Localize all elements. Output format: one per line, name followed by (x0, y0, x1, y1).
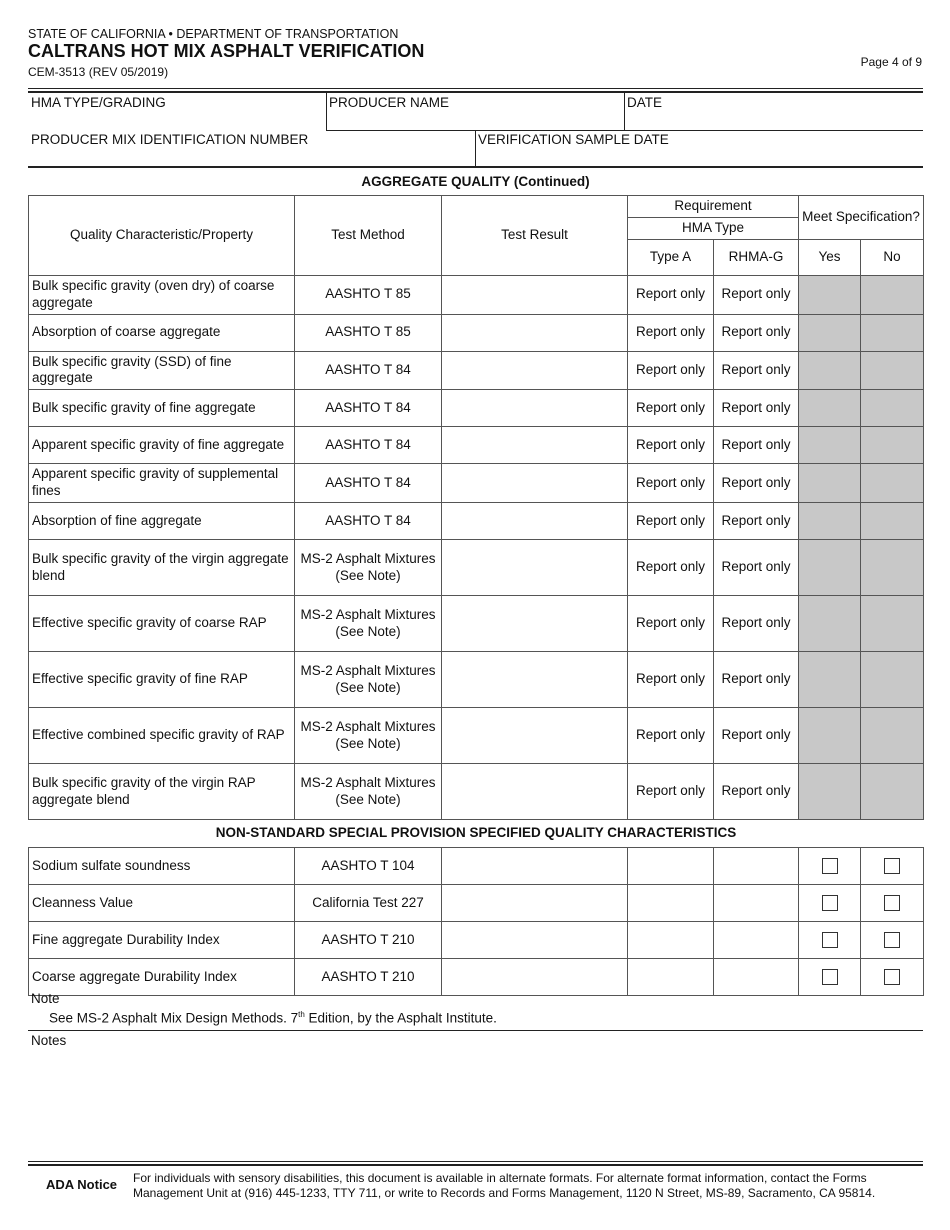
no-cell (861, 959, 924, 996)
method-cell: MS-2 Asphalt Mixtures (See Note) (295, 764, 442, 820)
field-divider (624, 93, 625, 130)
yes-checkbox[interactable] (822, 932, 838, 948)
property-cell: Fine aggregate Durability Index (29, 922, 295, 959)
rhma-g-cell: Report only (714, 314, 799, 351)
yes-cell (799, 464, 861, 503)
yes-cell (799, 922, 861, 959)
table-row (29, 427, 924, 464)
field-rule-bottom (28, 166, 923, 168)
method-cell: MS-2 Asphalt Mixtures (See Note) (295, 652, 442, 708)
note-text-start: See MS-2 Asphalt Mix Design Methods. 7 (49, 1010, 299, 1026)
note-superscript: th (298, 1010, 305, 1019)
rhma-g-input[interactable] (714, 848, 799, 885)
date-field[interactable]: DATE (627, 95, 663, 110)
yes-cell (799, 503, 861, 540)
type-a-cell: Report only (628, 503, 714, 540)
table-row (29, 848, 924, 885)
rhma-g-cell: Report only (714, 596, 799, 652)
header-rule-top (28, 88, 923, 89)
result-cell[interactable] (442, 540, 628, 596)
rhma-g-cell: Report only (714, 390, 799, 427)
rhma-g-cell: Report only (714, 540, 799, 596)
table-row (29, 764, 924, 820)
yes-cell (799, 708, 861, 764)
form-title: CALTRANS HOT MIX ASPHALT VERIFICATION (28, 41, 425, 61)
property-cell: Effective specific gravity of fine RAP (29, 652, 295, 708)
form-number: CEM-3513 (REV 05/2019) (28, 65, 169, 79)
col-header-hma-type: HMA Type (628, 217, 799, 239)
type-a-cell: Report only (628, 764, 714, 820)
field-rule (326, 130, 923, 131)
header-rule-bottom (28, 91, 923, 93)
type-a-cell: Report only (628, 708, 714, 764)
property-cell: Apparent specific gravity of supplemental fines (29, 464, 295, 503)
ada-notice-text: For individuals with sensory disabilities, this document is available in alternate formats. For alternate format information, contact the Forms Management Unit at (916) 445-1233, TTY 711, or write to Records and Forms Management, 1120 N Street, MS-89, Sacramento, CA 95814. (133, 1171, 876, 1200)
method-cell: MS-2 Asphalt Mixtures (See Note) (295, 540, 442, 596)
yes-cell (799, 596, 861, 652)
section-title-aggregate: AGGREGATE QUALITY (Continued) (361, 174, 590, 189)
no-cell (861, 314, 924, 351)
yes-cell (799, 764, 861, 820)
method-cell: AASHTO T 84 (295, 390, 442, 427)
yes-cell (799, 848, 861, 885)
rhma-g-input[interactable] (714, 922, 799, 959)
result-cell[interactable] (442, 275, 628, 314)
result-cell[interactable] (442, 885, 628, 922)
section-title-nonstandard: NON-STANDARD SPECIAL PROVISION SPECIFIED QUALITY CHARACTERISTICS (29, 820, 924, 848)
table-row (29, 351, 924, 390)
no-cell (861, 275, 924, 314)
property-cell: Bulk specific gravity (oven dry) of coarse aggregate (29, 275, 295, 314)
no-cell (861, 390, 924, 427)
col-header-requirement: Requirement (628, 196, 799, 218)
method-cell: AASHTO T 210 (295, 959, 442, 996)
type-a-cell: Report only (628, 596, 714, 652)
no-cell (861, 464, 924, 503)
result-cell[interactable] (442, 503, 628, 540)
yes-cell (799, 885, 861, 922)
yes-cell (799, 959, 861, 996)
property-cell: Effective combined specific gravity of RAP (29, 708, 295, 764)
table-row (29, 885, 924, 922)
method-cell: AASHTO T 84 (295, 464, 442, 503)
no-checkbox[interactable] (884, 932, 900, 948)
mix-id-field[interactable]: PRODUCER MIX IDENTIFICATION NUMBER (31, 132, 309, 147)
method-cell: AASHTO T 85 (295, 314, 442, 351)
no-cell (861, 652, 924, 708)
result-cell[interactable] (442, 764, 628, 820)
result-cell[interactable] (442, 314, 628, 351)
no-cell (861, 922, 924, 959)
rhma-g-cell: Report only (714, 464, 799, 503)
type-a-cell: Report only (628, 652, 714, 708)
footer-rule-bottom (28, 1164, 923, 1166)
no-cell (861, 848, 924, 885)
method-cell: California Test 227 (295, 885, 442, 922)
rhma-g-cell: Report only (714, 764, 799, 820)
rhma-g-cell: Report only (714, 275, 799, 314)
field-divider (475, 130, 476, 167)
result-cell[interactable] (442, 708, 628, 764)
field-divider (326, 93, 327, 130)
method-cell: AASHTO T 84 (295, 427, 442, 464)
col-header-property: Quality Characteristic/Property (29, 196, 295, 276)
type-a-cell: Report only (628, 314, 714, 351)
yes-cell (799, 275, 861, 314)
footer-rule-top (28, 1161, 923, 1162)
rhma-g-cell: Report only (714, 708, 799, 764)
type-a-cell: Report only (628, 351, 714, 390)
rhma-g-cell: Report only (714, 652, 799, 708)
no-cell (861, 503, 924, 540)
rhma-g-cell: Report only (714, 503, 799, 540)
property-cell: Bulk specific gravity (SSD) of fine aggregate (29, 351, 295, 390)
ada-notice-heading: ADA Notice (46, 1177, 118, 1192)
table-row (29, 959, 924, 996)
hma-type-field[interactable]: HMA TYPE/GRADING (31, 95, 166, 110)
col-header-type-a: Type A (628, 239, 714, 275)
result-cell[interactable] (442, 390, 628, 427)
property-cell: Cleanness Value (29, 885, 295, 922)
no-cell (861, 596, 924, 652)
notes-field[interactable]: Notes (31, 1033, 67, 1048)
type-a-cell: Report only (628, 390, 714, 427)
table-row (29, 314, 924, 351)
result-cell[interactable] (442, 464, 628, 503)
yes-cell (799, 390, 861, 427)
property-cell: Absorption of fine aggregate (29, 503, 295, 540)
yes-checkbox[interactable] (822, 858, 838, 874)
no-cell (861, 708, 924, 764)
no-cell (861, 764, 924, 820)
method-cell: MS-2 Asphalt Mixtures (See Note) (295, 708, 442, 764)
type-a-input[interactable] (628, 885, 714, 922)
yes-cell (799, 652, 861, 708)
note-text (49, 1010, 497, 1026)
page-number: Page 4 of 9 (860, 55, 922, 69)
col-header-no: No (861, 239, 924, 275)
table-row (29, 275, 924, 314)
type-a-cell: Report only (628, 427, 714, 464)
result-cell[interactable] (442, 922, 628, 959)
result-cell[interactable] (442, 351, 628, 390)
method-cell: AASHTO T 104 (295, 848, 442, 885)
table-row (29, 540, 924, 596)
yes-cell (799, 314, 861, 351)
result-cell[interactable] (442, 959, 628, 996)
type-a-input[interactable] (628, 959, 714, 996)
col-header-rhma-g: RHMA-G (714, 239, 799, 275)
table-row (29, 596, 924, 652)
no-cell (861, 351, 924, 390)
col-header-meet-spec: Meet Specification? (799, 196, 924, 240)
method-cell: AASHTO T 210 (295, 922, 442, 959)
yes-cell (799, 540, 861, 596)
result-cell[interactable] (442, 427, 628, 464)
table-row (29, 464, 924, 503)
yes-cell (799, 351, 861, 390)
property-cell: Coarse aggregate Durability Index (29, 959, 295, 996)
quality-table (28, 195, 924, 996)
table-row (29, 922, 924, 959)
col-header-result: Test Result (442, 196, 628, 276)
result-cell[interactable] (442, 848, 628, 885)
type-a-input[interactable] (628, 922, 714, 959)
no-cell (861, 540, 924, 596)
note-title: Note (31, 991, 60, 1006)
property-cell: Effective specific gravity of coarse RAP (29, 596, 295, 652)
property-cell: Sodium sulfate soundness (29, 848, 295, 885)
property-cell: Bulk specific gravity of the virgin RAP aggregate blend (29, 764, 295, 820)
no-checkbox[interactable] (884, 969, 900, 985)
agency-line: STATE OF CALIFORNIA • DEPARTMENT OF TRANSPORTATION (28, 27, 399, 41)
type-a-cell: Report only (628, 464, 714, 503)
method-cell: AASHTO T 84 (295, 351, 442, 390)
table-row (29, 708, 924, 764)
table-row (29, 390, 924, 427)
col-header-yes: Yes (799, 239, 861, 275)
type-a-cell: Report only (628, 275, 714, 314)
type-a-cell: Report only (628, 540, 714, 596)
yes-checkbox[interactable] (822, 969, 838, 985)
property-cell: Absorption of coarse aggregate (29, 314, 295, 351)
property-cell: Bulk specific gravity of the virgin aggregate blend (29, 540, 295, 596)
col-header-method: Test Method (295, 196, 442, 276)
no-checkbox[interactable] (884, 895, 900, 911)
method-cell: MS-2 Asphalt Mixtures (See Note) (295, 596, 442, 652)
result-cell[interactable] (442, 596, 628, 652)
type-a-input[interactable] (628, 848, 714, 885)
yes-cell (799, 427, 861, 464)
no-cell (861, 885, 924, 922)
result-cell[interactable] (442, 652, 628, 708)
rhma-g-cell: Report only (714, 351, 799, 390)
property-cell: Apparent specific gravity of fine aggregate (29, 427, 295, 464)
rhma-g-input[interactable] (714, 959, 799, 996)
note-text-end: Edition, by the Asphalt Institute. (304, 1010, 497, 1026)
producer-name-field[interactable]: PRODUCER NAME (329, 95, 450, 110)
yes-checkbox[interactable] (822, 895, 838, 911)
sample-date-field[interactable]: VERIFICATION SAMPLE DATE (478, 132, 669, 147)
rhma-g-cell: Report only (714, 427, 799, 464)
no-checkbox[interactable] (884, 858, 900, 874)
no-cell (861, 427, 924, 464)
notes-divider (28, 1030, 923, 1031)
method-cell: AASHTO T 84 (295, 503, 442, 540)
rhma-g-input[interactable] (714, 885, 799, 922)
table-row (29, 503, 924, 540)
method-cell: AASHTO T 85 (295, 275, 442, 314)
property-cell: Bulk specific gravity of fine aggregate (29, 390, 295, 427)
table-row (29, 652, 924, 708)
